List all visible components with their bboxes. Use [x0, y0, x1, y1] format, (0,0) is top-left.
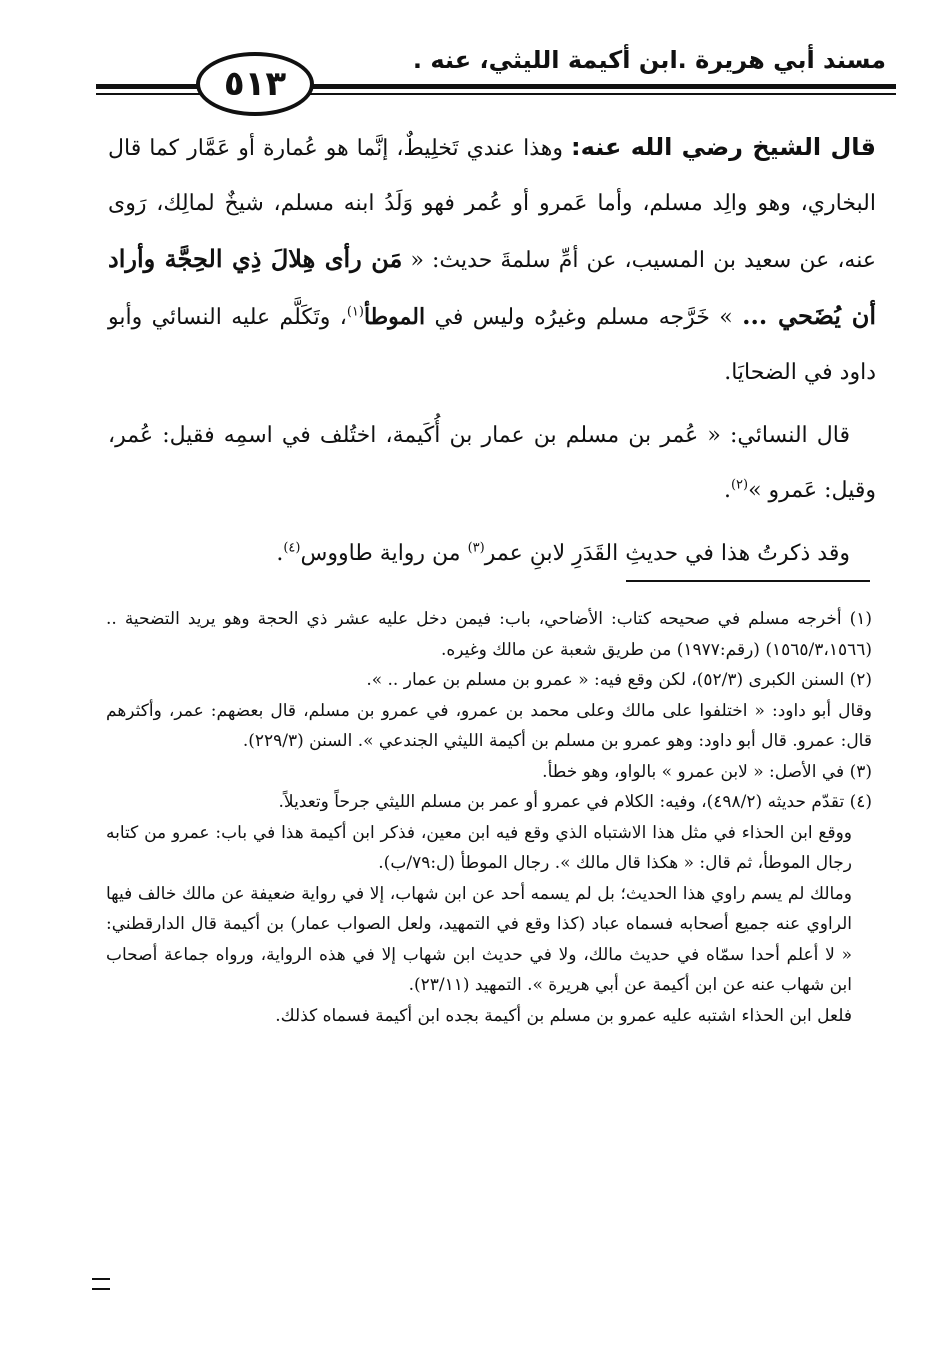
p1-text: وهذا عندي تَخلِيطٌ، إنَّما هو عُمارة أو عَمَّار كما قال البخاري، وهو والِد مسلم، وأما عَمرو أو عُمر فهو وَلَدُ ابنه مسلم، شيخٌ لمالِك، رَوى عنه، عن سعيد بن المسيب، عن أمِّ سلمةَ حديث:: [108, 136, 876, 273]
footnote-2: (٢) السنن الكبرى (٥٢/٣)، لكن وقع فيه: « عمرو بن مسلم بن عمار .. ».: [366, 670, 872, 690]
footnote-separator: [626, 580, 870, 582]
page-header: [96, 38, 896, 108]
p2-text: قال النسائي: « عُمر بن مسلم بن عمار بن أُكَيمة، اختُلف في اسمِه فقيل: عُمر، وقيل: عَمرو »: [108, 423, 876, 503]
p3-text-b: من رواية طاووس: [300, 541, 468, 566]
paragraph-2: [108, 408, 876, 518]
hadith-close-quote: »: [719, 305, 733, 330]
footnote-4-para-3: ومالك لم يسم راوي هذا الحديث؛ بل لم يسمه أحد عن ابن شهاب، إلا في رواية ضعيفة عن مالك خالف فيها الراوي عنه جميع أصحابه فسماه عباد (كذا وقع في التمهيد، ولعل الصواب عمار) بن أكيمة قال الدارقطني: « لا أعلم أحدا سمّاه في حديث مالك، ولا في حديث ابن شهاب إلا في هذه الرواية، ورواه جماعة أصحاب ابن شهاب عنه عن ابن أكيمة عن أبي هريرة ». التمهيد (٢٣/١١).: [106, 883, 852, 995]
footnote-4: (٤) تقدّم حديثه (٤٩٨/٢)، وفيه: الكلام في عمرو أو عمر بن مسلم الليثي جرحاً وتعديلاً.: [278, 792, 872, 812]
footnote-1-line-b: التضحية .. (١٥٦٥/٣،١٥٦٦) (رقم:١٩٧٧) من طريق شعبة عن مالك وغيره.: [106, 609, 872, 660]
footnote-ref-2: (٢): [730, 477, 749, 493]
page-end-mark: [92, 1278, 110, 1290]
p1-end: ، وتَكَلَّم عليه النسائي وأبو داود في الضحايَا.: [108, 305, 876, 385]
footnote-3: (٣) في الأصل: « لابن عمرو » بالواو، وهو خطأ.: [542, 761, 872, 782]
hadith-text: مَن رأى هِلالَ ذِي الحِجَّة وأراد أن يُضَحي ...: [108, 244, 877, 330]
footnote-4-para-2: ووقع ابن الحذاء في مثل هذا الاشتباه الذي وقع فيه ابن معين، فذكر ابن أكيمة هذا في باب: عمرو من كتابه رجال الموطأ، ثم قال: « هكذا قال مالك ». رجال الموطأ (ل:٧٩/ب).: [106, 822, 852, 873]
hadith-open-quote: «: [410, 248, 424, 273]
p2-end: .: [723, 478, 731, 503]
footnotes: [106, 604, 872, 1031]
p3-end: .: [276, 541, 284, 566]
footnote-4-para-4: فلعل ابن الحذاء اشتبه عليه عمرو بن مسلم بن أكيمة بجده ابن أكيمة فسماه كذلك.: [275, 1005, 852, 1026]
footnote-ref-1: (١): [346, 304, 364, 320]
footnote-1: [106, 604, 872, 665]
p1-after-hadith: خَرَّجه مسلم وغيرُه وليس في: [434, 305, 710, 330]
paragraph-3: [108, 526, 876, 581]
page-number: ٥١٣: [196, 52, 314, 116]
running-title: مسند أبي هريرة .ابن أكيمة الليثي، عنه .: [412, 46, 886, 74]
muwatta-title: الموطأ: [363, 304, 426, 330]
footnote-2-continued: وقال أبو داود: « اختلفوا على مالك وعلى محمد بن عمرو، في عمرو بن مسلم، قال بعضهم: عمر، وأكثرهم قال: عمرو. قال أبو داود: وهو عمرو بن مسلم بن أكيمة الليثي الجندعي ». السنن (٢٢٩/٣).: [106, 700, 872, 751]
footnote-ref-3: (٣): [467, 540, 485, 556]
sheikh-heading: قال الشيخ رضي الله عنه:: [571, 133, 877, 161]
main-text: [108, 120, 876, 581]
footnote-ref-4: (٤): [283, 540, 301, 556]
p3-text-a: وقد ذكرتُ هذا في حديثِ القَدَرِ لابنِ عمر: [484, 541, 850, 566]
paragraph-1: [108, 120, 876, 400]
footnote-1-line-a: (١) أخرجه مسلم في صحيحه كتاب: الأضاحي، باب: فيمن دخل عليه عشر ذي الحجة وهو يريد: [187, 609, 872, 629]
